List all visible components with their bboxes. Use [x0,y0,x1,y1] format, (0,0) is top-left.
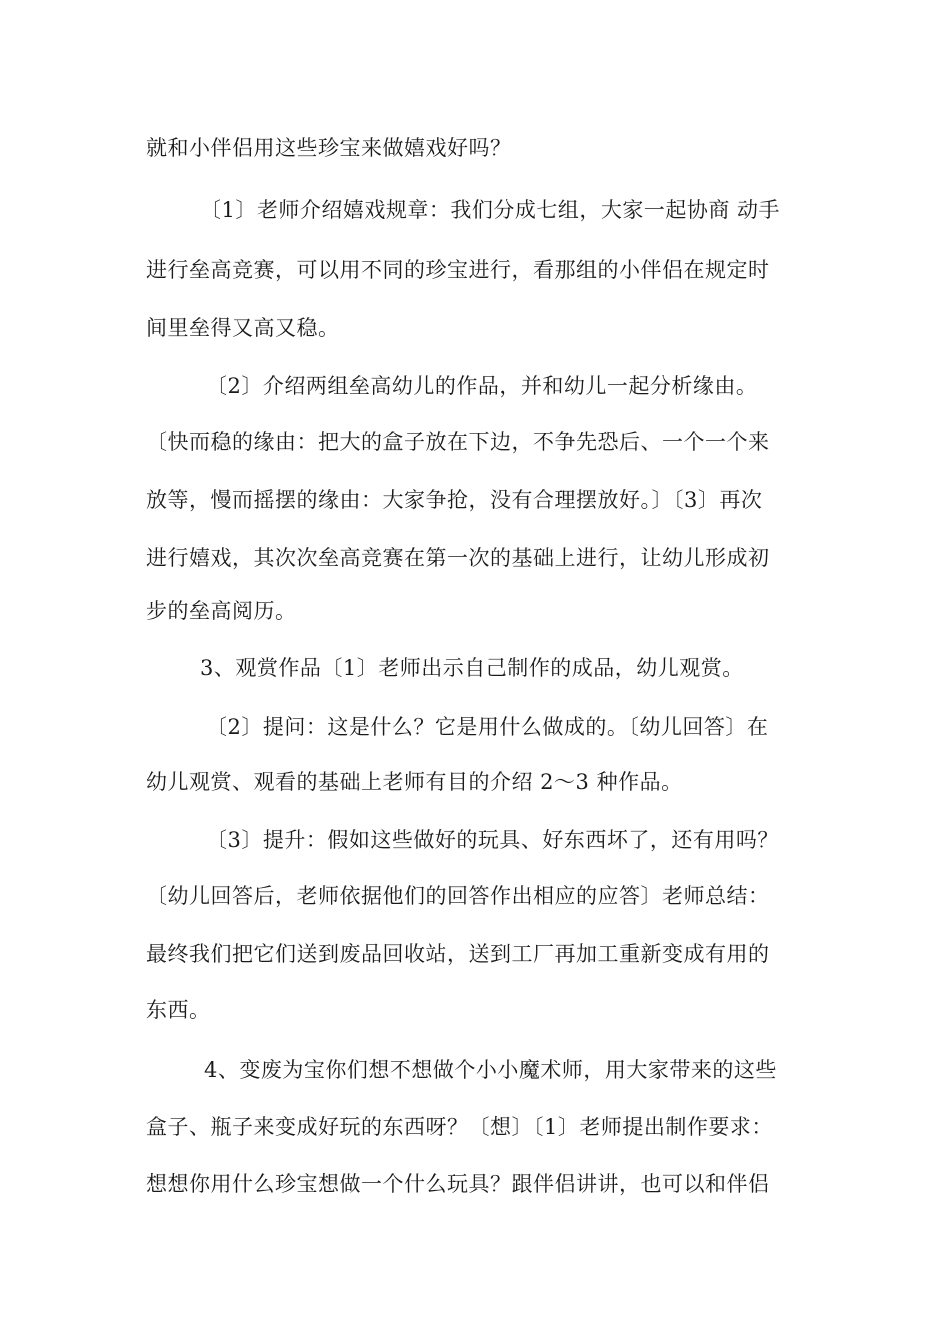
text-line-4: 间里垒得又高又稳。 [146,316,340,340]
text-line-16: 东西。 [146,998,211,1022]
text-line-6: 〔快而稳的缘由：把大的盒子放在下边，不争先恐后、一个一个来 [146,430,770,454]
text-line-10: 3、观赏作品〔1〕老师出示自己制作的成品，幼儿观赏。 [200,656,744,680]
text-line-5: 〔2〕介绍两组垒高幼儿的作品，并和幼儿一起分析缘由。 [206,374,758,398]
text-line-13: 〔3〕提升：假如这些做好的玩具、好东西坏了，还有用吗？ [206,828,779,852]
text-line-8: 进行嬉戏，其次次垒高竞赛在第一次的基础上进行，让幼儿形成初 [146,546,770,570]
text-line-7: 放等，慢而摇摆的缘由：大家争抢，没有合理摆放好。〕〔3〕再次 [146,488,763,512]
text-line-12: 幼儿观赏、观看的基础上老师有目的介绍 2～3 种作品。 [146,770,683,794]
text-line-11: 〔2〕提问：这是什么？它是用什么做成的。〔幼儿回答〕在 [206,715,769,739]
text-line-2: 〔1〕老师介绍嬉戏规章：我们分成七组，大家一起协商 动手 [200,198,781,222]
text-line-3: 进行垒高竞赛，可以用不同的珍宝进行，看那组的小伴侣在规定时 [146,258,770,282]
text-line-19: 想想你用什么珍宝想做一个什么玩具？跟伴侣讲讲，也可以和伴侣 [146,1172,770,1196]
text-line-14: 〔幼儿回答后，老师依据他们的回答作出相应的应答〕老师总结： [146,884,770,908]
text-line-15: 最终我们把它们送到废品回收站，送到工厂再加工重新变成有用的 [146,942,770,966]
text-line-18: 盒子、瓶子来变成好玩的东西呀？〔想〕〔1〕老师提出制作要求： [146,1115,773,1139]
text-line-17: 4、变废为宝你们想不想做个小小魔术师，用大家带来的这些 [204,1058,777,1082]
text-line-9: 步的垒高阅历。 [146,599,297,623]
text-line-1: 就和小伴侣用这些珍宝来做嬉戏好吗？ [146,136,512,160]
